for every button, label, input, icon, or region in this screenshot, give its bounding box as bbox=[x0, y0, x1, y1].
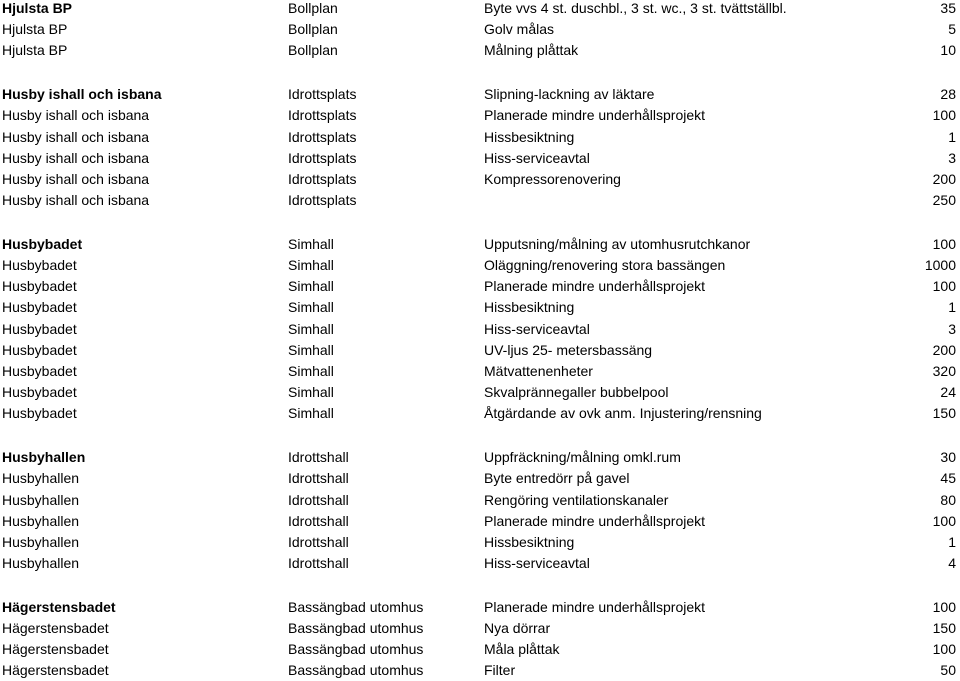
facility-type-cell: Simhall bbox=[288, 257, 334, 273]
table-row bbox=[0, 660, 960, 681]
amount-cell: 1 bbox=[948, 299, 956, 316]
facility-name-cell: Husby ishall och isbana bbox=[2, 86, 162, 103]
table-row bbox=[0, 340, 960, 361]
facility-name-cell: Hjulsta BP bbox=[2, 21, 68, 38]
table-row bbox=[0, 319, 960, 340]
amount-cell: 1 bbox=[948, 128, 956, 145]
facility-name-cell: Hjulsta BP bbox=[2, 0, 73, 16]
table-row bbox=[0, 553, 960, 574]
facility-name-cell: Husby ishall och isbana bbox=[2, 107, 150, 124]
facility-name-cell: Husbyhallen bbox=[2, 533, 80, 550]
project-description-cell: Hissbesiktning bbox=[484, 299, 575, 316]
amount-cell: 28 bbox=[940, 86, 956, 103]
facility-type-cell: Bassängbad utomhus bbox=[288, 598, 424, 615]
facility-name-cell: Husbybadet bbox=[2, 363, 77, 379]
facility-type-cell: Bollplan bbox=[288, 42, 338, 59]
table-row bbox=[0, 447, 960, 468]
facility-name-cell: Husbybadet bbox=[2, 278, 77, 295]
facility-type-cell: Simhall bbox=[288, 278, 334, 295]
facility-type-cell: Idrottshall bbox=[288, 555, 349, 572]
amount-cell: 150 bbox=[932, 405, 956, 422]
amount-cell: 24 bbox=[940, 384, 956, 401]
table-row bbox=[0, 0, 960, 19]
amount-cell: 5 bbox=[948, 21, 956, 38]
facility-type-cell: Simhall bbox=[288, 299, 334, 316]
table-row bbox=[0, 84, 960, 105]
table-row bbox=[0, 234, 960, 255]
table-row bbox=[0, 40, 960, 61]
project-description-cell: Byte entredörr på gavel bbox=[484, 470, 630, 487]
facility-type-cell: Simhall bbox=[288, 341, 334, 358]
table-row bbox=[0, 639, 960, 660]
facility-type-cell: Bassängbad utomhus bbox=[288, 641, 424, 658]
facility-name-cell: Husbyhallen bbox=[2, 470, 80, 487]
facility-type-cell: Idrottshall bbox=[288, 533, 349, 550]
project-description-cell: Uppfräckning/målning omkl.rum bbox=[484, 449, 681, 466]
facility-name-cell: Husbyhallen bbox=[2, 555, 80, 572]
table-row bbox=[0, 169, 960, 190]
table-row bbox=[0, 403, 960, 424]
table-row bbox=[0, 511, 960, 532]
facility-type-cell: Idrottsplats bbox=[288, 192, 357, 209]
facility-name-cell: Hägerstensbadet bbox=[2, 662, 109, 679]
project-description-cell: Slipning-lackning av läktare bbox=[484, 86, 655, 103]
table-row bbox=[0, 148, 960, 169]
facility-name-cell: Husbyhallen bbox=[2, 491, 80, 508]
table-row bbox=[0, 105, 960, 126]
amount-cell: 200 bbox=[932, 170, 956, 187]
facility-name-cell: Husbyhallen bbox=[2, 449, 86, 466]
facility-name-cell: Husbybadet bbox=[2, 341, 77, 358]
table-row bbox=[0, 532, 960, 553]
facility-name-cell: Husbybadet bbox=[2, 384, 77, 401]
amount-cell: 10 bbox=[940, 42, 956, 59]
table-row bbox=[0, 468, 960, 489]
facility-type-cell: Simhall bbox=[288, 320, 334, 337]
project-description-cell: Upputsning/målning av utomhusrutchkanor bbox=[484, 235, 751, 252]
amount-cell: 100 bbox=[932, 235, 956, 252]
amount-cell: 50 bbox=[940, 662, 956, 679]
project-description-cell: Kompressorenovering bbox=[484, 170, 621, 187]
amount-cell: 100 bbox=[932, 598, 956, 615]
facility-type-cell: Simhall bbox=[288, 363, 334, 379]
facility-type-cell: Idrottshall bbox=[288, 512, 349, 529]
project-description-cell: Målning plåttak bbox=[484, 42, 579, 59]
project-description-cell: Hiss-serviceavtal bbox=[484, 320, 590, 337]
table-row bbox=[0, 19, 960, 40]
table-row bbox=[0, 127, 960, 148]
facility-type-cell: Bollplan bbox=[288, 21, 338, 38]
facility-type-cell: Simhall bbox=[288, 384, 334, 401]
facility-type-cell: Simhall bbox=[288, 235, 334, 252]
facility-type-cell: Idrottsplats bbox=[288, 107, 357, 124]
project-description-cell: Skvalprännegaller bubbelpool bbox=[484, 384, 669, 401]
facility-type-cell: Idrottshall bbox=[288, 470, 349, 487]
table-row bbox=[0, 597, 960, 618]
amount-cell: 3 bbox=[948, 149, 956, 166]
facility-type-cell: Idrottsplats bbox=[288, 128, 357, 145]
amount-cell: 150 bbox=[932, 620, 956, 636]
project-description-cell: Planerade mindre underhållsprojekt bbox=[484, 512, 706, 529]
amount-cell: 1 bbox=[948, 533, 956, 550]
amount-cell: 100 bbox=[932, 107, 956, 124]
project-description-cell: Planerade mindre underhållsprojekt bbox=[484, 107, 706, 124]
project-description-cell: Planerade mindre underhållsprojekt bbox=[484, 598, 706, 615]
project-description-cell: Hiss-serviceavtal bbox=[484, 149, 590, 166]
facility-name-cell: Husby ishall och isbana bbox=[2, 149, 150, 166]
facility-name-cell: Husbybadet bbox=[2, 320, 77, 337]
facility-name-cell: Hägerstensbadet bbox=[2, 641, 109, 658]
facility-type-cell: Bassängbad utomhus bbox=[288, 620, 424, 636]
project-description-cell: Hissbesiktning bbox=[484, 128, 575, 145]
facility-type-cell: Idrottshall bbox=[288, 491, 349, 508]
amount-cell: 3 bbox=[948, 320, 956, 337]
amount-cell: 35 bbox=[940, 0, 956, 16]
table-row bbox=[0, 382, 960, 403]
amount-cell: 250 bbox=[932, 192, 956, 209]
facility-type-cell: Idrottsplats bbox=[288, 170, 357, 187]
facility-type-cell: Idrottsplats bbox=[288, 149, 357, 166]
project-description-cell: Rengöring ventilationskanaler bbox=[484, 491, 669, 508]
amount-cell: 200 bbox=[932, 341, 956, 358]
amount-cell: 100 bbox=[932, 512, 956, 529]
facility-name-cell: Husbybadet bbox=[2, 235, 83, 252]
facility-name-cell: Husby ishall och isbana bbox=[2, 170, 150, 187]
facility-type-cell: Bassängbad utomhus bbox=[288, 662, 424, 679]
project-description-cell: Filter bbox=[484, 662, 516, 679]
facility-name-cell: Hägerstensbadet bbox=[2, 598, 116, 615]
project-description-cell: Åtgärdande av ovk anm. Injustering/rensning bbox=[484, 405, 762, 422]
facility-name-cell: Hägerstensbadet bbox=[2, 620, 109, 636]
facility-name-cell: Husby ishall och isbana bbox=[2, 192, 150, 209]
table-row bbox=[0, 190, 960, 211]
table-row bbox=[0, 361, 960, 382]
project-description-cell: Planerade mindre underhållsprojekt bbox=[484, 278, 706, 295]
amount-cell: 100 bbox=[932, 278, 956, 295]
project-description-cell: UV-ljus 25- metersbassäng bbox=[484, 341, 653, 358]
project-description-cell: Måla plåttak bbox=[484, 641, 560, 658]
facility-name-cell: Husbybadet bbox=[2, 405, 77, 422]
amount-cell: 80 bbox=[940, 491, 956, 508]
table-row bbox=[0, 255, 960, 276]
project-description-cell: Nya dörrar bbox=[484, 620, 551, 636]
amount-cell: 320 bbox=[932, 363, 956, 379]
facility-name-cell: Husbybadet bbox=[2, 257, 77, 273]
facility-type-cell: Simhall bbox=[288, 405, 334, 422]
facility-type-cell: Bollplan bbox=[288, 0, 338, 16]
facility-type-cell: Idrottshall bbox=[288, 449, 349, 466]
facility-name-cell: Husbyhallen bbox=[2, 512, 80, 529]
amount-cell: 4 bbox=[948, 555, 956, 572]
project-description-cell: Hissbesiktning bbox=[484, 533, 575, 550]
project-description-cell: Golv målas bbox=[484, 21, 555, 38]
amount-cell: 100 bbox=[932, 641, 956, 658]
project-description-cell: Hiss-serviceavtal bbox=[484, 555, 590, 572]
amount-cell: 1000 bbox=[924, 257, 956, 273]
facility-name-cell: Husby ishall och isbana bbox=[2, 128, 150, 145]
table-row bbox=[0, 618, 960, 639]
table-row bbox=[0, 297, 960, 318]
amount-cell: 30 bbox=[940, 449, 956, 466]
facility-name-cell: Hjulsta BP bbox=[2, 42, 68, 59]
project-description-cell: Byte vvs 4 st. duschbl., 3 st. wc., 3 st. tvättställbl. bbox=[484, 0, 787, 16]
project-description-cell: Mätvattenenheter bbox=[484, 363, 593, 379]
facility-type-cell: Idrottsplats bbox=[288, 86, 357, 103]
facility-name-cell: Husbybadet bbox=[2, 299, 77, 316]
project-description-cell: Oläggning/renovering stora bassängen bbox=[484, 257, 726, 273]
table-row bbox=[0, 490, 960, 511]
table-row bbox=[0, 276, 960, 297]
amount-cell: 45 bbox=[940, 470, 956, 487]
